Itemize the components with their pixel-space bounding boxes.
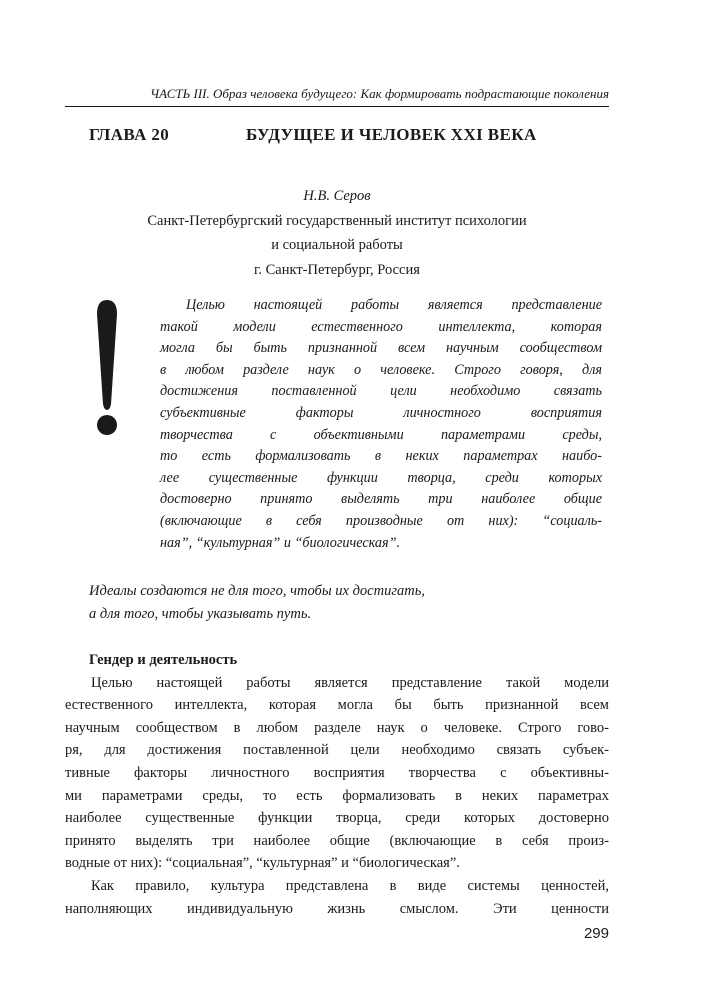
abstract-line: лее существенные функции творца, среди которых [160, 469, 602, 486]
body-text [65, 649, 609, 920]
epigraph-line: а для того, чтобы указывать путь. [89, 605, 312, 622]
paragraph-line: Как правило, культура представлена в виде системы ценностей, [91, 877, 609, 894]
abstract [160, 295, 602, 554]
affiliation-line: г. Санкт-Петербург, Россия [254, 261, 420, 278]
paragraph-line: наполняющих индивидуальную жизнь смыслом. Эти ценности [65, 900, 609, 917]
paragraph-line: естественного интеллекта, которая могла бы быть признанной всем [65, 697, 609, 714]
abstract-line: достоверно принято выделять три наиболее общие [160, 491, 602, 508]
exclamation-mark-icon [92, 298, 122, 438]
header-rule [65, 106, 609, 107]
paragraph-line: ми параметрами среды, то есть формализовать в неких параметрах [65, 787, 609, 804]
abstract-line: ная”, “культурная” и “биологическая”. [160, 534, 401, 551]
paragraph-line: тивные факторы личностного восприятия творчества с объективны- [65, 764, 609, 781]
author-block [65, 184, 609, 282]
abstract-line: достижения поставленной цели необходимо связать [160, 383, 602, 400]
affiliation-line: и социальной работы [271, 237, 403, 253]
paragraph-line: научным сообществом в любом разделе наук о человеке. Строго гово- [65, 719, 609, 736]
epigraph [89, 580, 609, 625]
abstract-line: могла бы быть признанной всем научным сообществом [160, 340, 602, 357]
chapter-label: ГЛАВА 20 [89, 125, 170, 144]
abstract-line: (включающие в себя производные от них): “социаль- [160, 512, 602, 529]
abstract-line: творчества с объективными параметрами среды, [160, 426, 602, 443]
epigraph-line: Идеалы создаются не для того, чтобы их достигать, [89, 583, 425, 599]
abstract-line: то есть формализовать в неких параметрах наибо- [160, 448, 602, 465]
abstract-line: такой модели естественного интеллекта, которая [160, 318, 602, 335]
page-number: 299 [583, 925, 609, 942]
abstract-line: субъективные факторы личностного восприятия [160, 404, 602, 421]
chapter-title: БУДУЩЕЕ И ЧЕЛОВЕК XXI ВЕКА [246, 125, 537, 144]
affiliation-line: Санкт-Петербургский государственный институт психологии [147, 212, 527, 229]
paragraph-line: ря, для достижения поставленной цели необходимо связать субъек- [65, 742, 609, 759]
abstract-line: Целью настоящей работы является представление [186, 297, 602, 313]
paragraph-line: водные от них): “социальная”, “культурная” и “биологическая”. [65, 855, 460, 872]
running-head: ЧАСТЬ III. Образ человека будущего: Как формировать подрастающие поколения [150, 86, 609, 101]
author-name: Н.В. Серов [303, 188, 371, 204]
paragraph-line: принято выделять три наиболее общие (включающие в себя произ- [65, 832, 609, 849]
paragraph-line: Целью настоящей работы является представление такой модели [91, 674, 609, 691]
section-heading: Гендер и деятельность [89, 652, 238, 668]
paragraph-line: наиболее существенные функции творца, среди которых достоверно [65, 810, 609, 827]
abstract-line: в любом разделе наук о человеке. Строго говоря, для [160, 361, 602, 378]
